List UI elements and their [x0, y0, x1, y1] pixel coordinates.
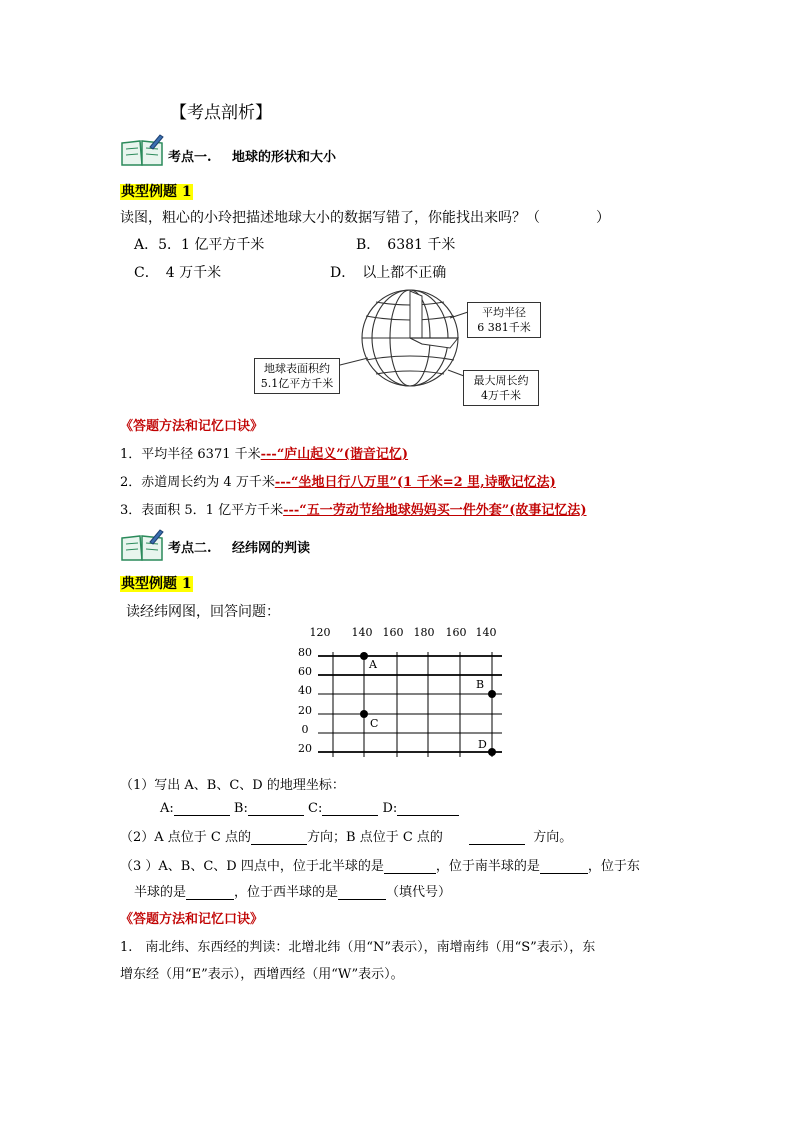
topic2-memo-head: 《答题方法和记忆口诀》	[120, 912, 264, 927]
answer-blank-a[interactable]	[174, 801, 230, 816]
answer-blank-north[interactable]	[384, 859, 436, 874]
topic2-intro: 读经纬网图，回答问题：	[126, 604, 280, 620]
topic1-question: 读图，粗心的小玲把描述地球大小的数据写错了，你能找出来吗？（ ）	[120, 210, 610, 226]
q3-line1: （3 ）A、B、C、D 四点中，位于北半球的是 ，位于南半球的是 ，位于东	[120, 859, 640, 874]
point-label: A	[369, 658, 377, 671]
answer-blank-d[interactable]	[397, 801, 459, 816]
topic1-title: 地球的形状和大小	[232, 150, 337, 165]
answer-blank-south[interactable]	[540, 859, 588, 874]
topic2-title: 经纬网的判读	[232, 541, 311, 556]
lat-label: 20	[298, 704, 312, 717]
lon-label: 120	[309, 626, 331, 639]
lat-label: 80	[298, 646, 312, 659]
answer-blank-b[interactable]	[248, 801, 304, 816]
lon-label: 160	[382, 626, 404, 639]
option-a: A．5．1 亿平方千米	[134, 237, 265, 253]
answer-blank-q2a[interactable]	[251, 830, 307, 845]
topic2-memo-line2: 增东经（用“E”表示），西增西经（用“W”表示）。	[120, 967, 404, 982]
answer-blank-east[interactable]	[186, 885, 234, 900]
point-label: B	[476, 678, 485, 691]
option-c: C． 4 万千米	[134, 265, 222, 281]
q2-text: （2）A 点位于 C 点的 方向；B 点位于 C 点的 方向。	[120, 830, 573, 845]
memo-item-2: 2．赤道周长约为 4 万千米---“坐地日行八万里”(1 千米=2 里,诗歌记忆法)	[120, 475, 556, 490]
lon-label: 140	[475, 626, 497, 639]
lon-label: 140	[351, 626, 373, 639]
lat-label: 20	[298, 742, 312, 755]
answer-blank-q2b[interactable]	[469, 830, 525, 845]
q3-line2: 半球的是 ，位于西半球的是 （填代号）	[134, 885, 452, 900]
memo-item-3: 3．表面积 5．1 亿平方千米---“五一劳动节给地球妈妈买一件外套”(故事记忆法)	[120, 503, 587, 518]
section-title: 【考点剖析】	[170, 103, 272, 123]
book-pencil-icon	[120, 133, 164, 167]
point-label: D	[478, 738, 487, 751]
callout-area: 地球表面积约 5.1亿平方千米	[254, 358, 340, 394]
topic1-memo-head: 《答题方法和记忆口诀》	[120, 419, 264, 434]
q1-blanks: A: B: C: D:	[160, 801, 459, 816]
latlong-grid	[290, 622, 510, 762]
callout-circumference: 最大周长约 4万千米	[463, 370, 539, 406]
lon-label: 180	[413, 626, 435, 639]
lat-label: 60	[298, 665, 312, 678]
option-b: B． 6381 千米	[356, 237, 456, 253]
topic2-memo-line1: 1. 南北纬、东西经的判读：北增北纬（用“N”表示），南增南纬（用“S”表示），东	[120, 940, 596, 955]
point-label: C	[370, 717, 379, 730]
topic2-example-tag: 典型例题 1	[121, 576, 192, 592]
topic1-label: 考点一.	[168, 150, 212, 165]
topic1-example-tag: 典型例题 1	[121, 184, 192, 200]
lat-label: 0	[301, 723, 309, 736]
callout-radius: 平均半径 6 381千米	[467, 302, 541, 338]
lon-label: 160	[445, 626, 467, 639]
answer-blank-c[interactable]	[322, 801, 378, 816]
answer-blank-west[interactable]	[338, 885, 386, 900]
memo-item-1: 1．平均半径 6371 千米---“庐山起义”(谐音记忆)	[120, 447, 409, 462]
q1-text: （1）写出 A、B、C、D 的地理坐标：	[120, 778, 345, 793]
lat-label: 40	[298, 684, 312, 697]
topic2-label: 考点二.	[168, 541, 212, 556]
book-pencil-icon	[120, 528, 164, 562]
option-d: D． 以上都不正确	[330, 265, 447, 281]
